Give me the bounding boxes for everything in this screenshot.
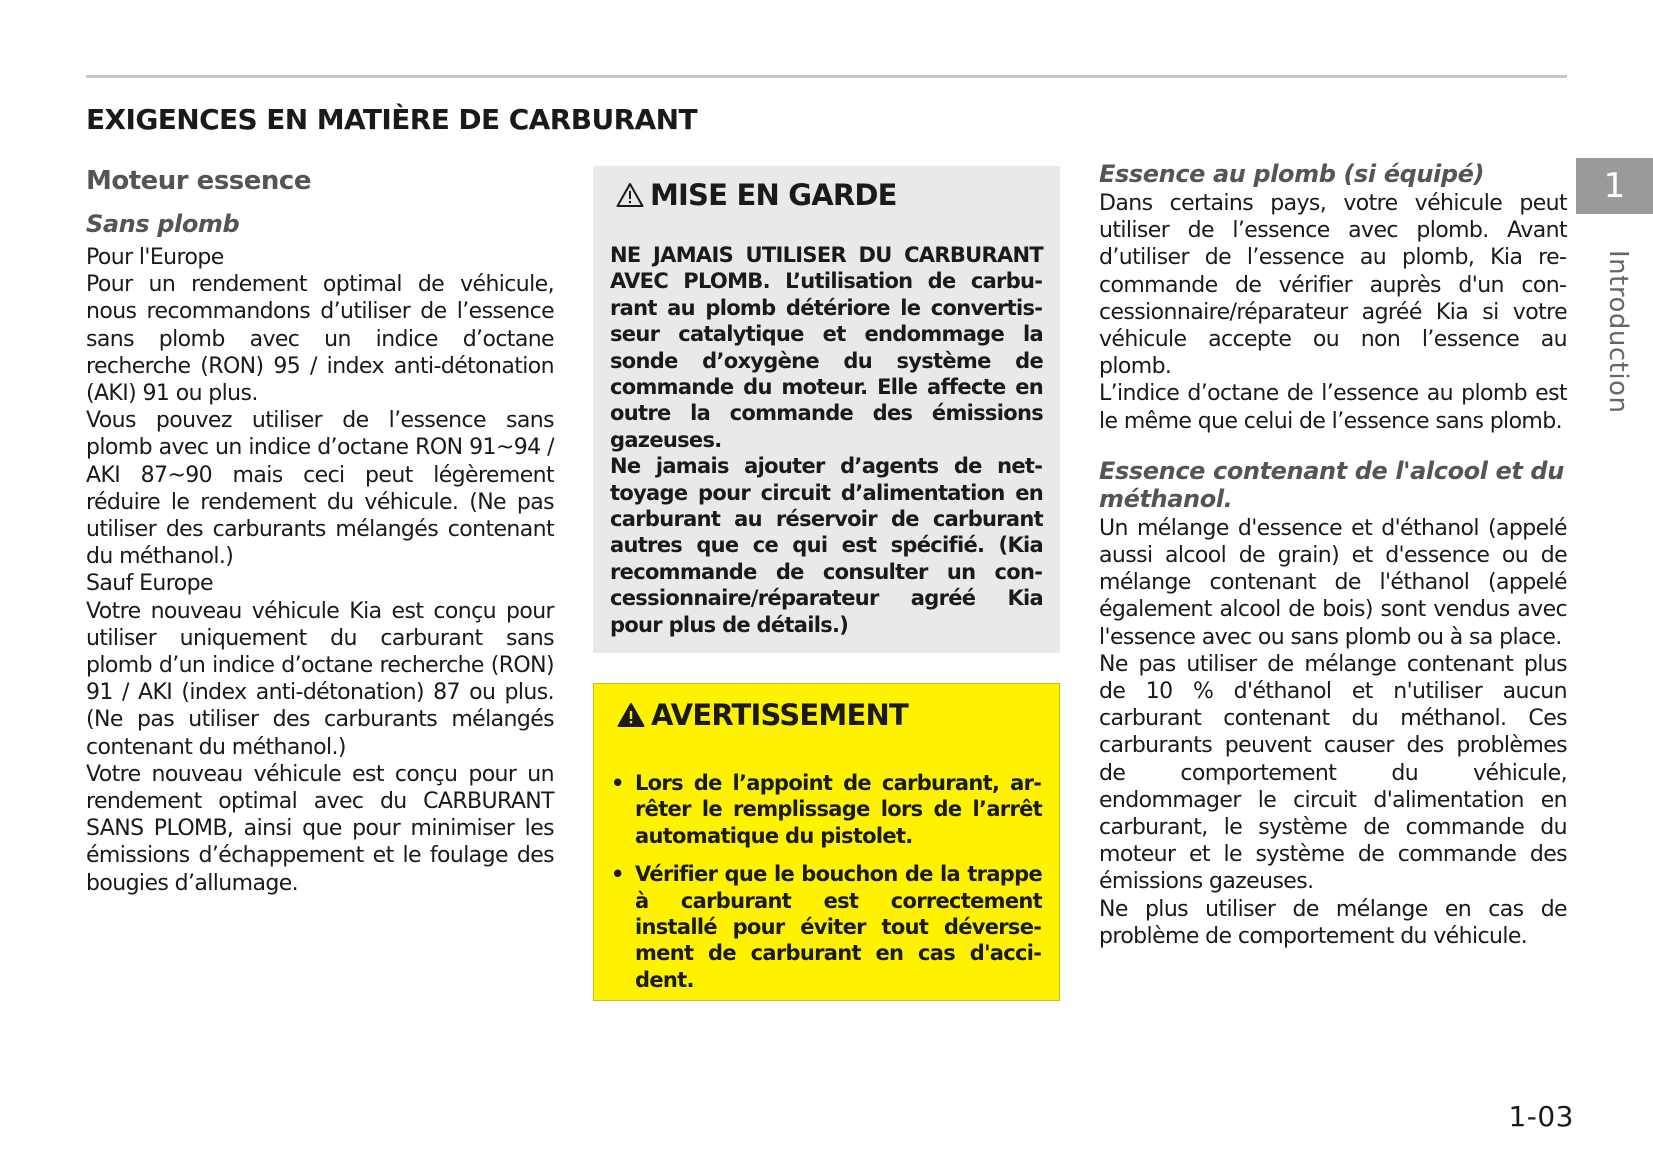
chapter-number-tab: 1: [1576, 158, 1653, 214]
warning-list-item: • Vérifier que le bouchon de la trappe à carburant est correctement installé pour éviter tout déversement de carburant en cas d'accident.: [611, 861, 1042, 993]
left-column: [86, 166, 554, 897]
page-title: EXIGENCES EN MATIÈRE DE CARBURANT: [86, 103, 697, 136]
warning-box: [593, 683, 1060, 1001]
paragraph-ethanol-blends: Un mélange d'essence et d'éthanol (appelé aussi alcool de grain) et d'essence ou de mélange contenant de l'éthanol (appelé également alcool de bois) sont vendus avec l'essence avec ou sans plomb ou à sa place.: [1099, 515, 1567, 650]
warning-list-item: • Lors de l’appoint de carburant, arrêter le remplissage lors de l’arrêt automatique du pistolet.: [611, 770, 1042, 849]
paragraph-europe-octane: Pour un rendement optimal de véhicule, nous recommandons d’utiliser de l’essence sans plomb avec un indice d’octane recherche (RON) 95 / index anti-détonation (AKI) 91 ou plus.: [86, 272, 554, 407]
paragraph-leaded-fuel-countries: Dans certains pays, votre véhicule peut utiliser de l’essence avec plomb. Avant d’utiliser de l’essence au plomb, Kia recommande de vérifier auprès d'un concessionnaire/réparateur agréé Kia si votre véhicule accepte ou non l’essence au plomb.: [1099, 191, 1567, 380]
warning-title-row: [617, 698, 1042, 732]
caution-paragraph-leaded-fuel: NE JAMAIS UTILISER DU CARBURANT AVEC PLOMB. L’utilisation de carburant au plomb détériore le convertisseur catalytique et endommage la sonde d’oxygène du système de commande du moteur. Elle affecte en outre la commande des émissions gazeuses.: [610, 243, 1043, 452]
warning-triangle-outline-icon: [616, 182, 644, 208]
subheading-leaded-fuel: Essence au plomb (si équipé): [1099, 160, 1485, 188]
warning-title: AVERTISSEMENT: [651, 698, 908, 732]
chapter-label-text: Introduction: [1603, 250, 1633, 414]
paragraph-lower-octane: Vous pouvez utiliser de l’essence sans plomb avec un indice d’octane RON 91~94 / AKI 87~90 mais ceci peut légèrement réduire le rendement du véhicule. (Ne pas utiliser des carburants mélangés contenant du méthanol.): [86, 408, 554, 570]
warning-triangle-filled-icon: [617, 702, 645, 728]
spacer: [1099, 435, 1567, 457]
caution-title: MISE EN GARDE: [650, 178, 897, 212]
caution-paragraph-cleaning-agents: Ne jamais ajouter d’agents de nettoyage pour circuit d’alimentation en carburant au réservoir de carburant autres que ce qui est spécifié. (Kia recommande de consulter un concessionnaire/réparateur agréé Kia pour plus de détails.): [610, 454, 1043, 637]
chapter-label: [1573, 250, 1653, 414]
paragraph-non-europe-octane: Votre nouveau véhicule Kia est conçu pour utiliser uniquement du carburant sans plomb d’un indice d’octane recherche (RON) 91 / AKI (index anti-détonation) 87 ou plus. (Ne pas utiliser des carburants mélangés contenant du méthanol.): [86, 598, 554, 760]
paragraph-stop-using: Ne plus utiliser de mélange en cas de problème de comportement du véhicule.: [1099, 896, 1567, 949]
right-column: [1099, 160, 1567, 950]
paragraph-unleaded-design: Votre nouveau véhicule est conçu pour un rendement optimal avec du CARBURANT SANS PLOMB, ainsi que pour minimiser les émissions d’échappement et le foulage des bougies d’allumage.: [86, 761, 554, 896]
page-number: 1-03: [1508, 1100, 1574, 1133]
paragraph-ethanol-limit: Ne pas utiliser de mélange contenant plus de 10 % d'éthanol et n'utiliser aucun carburant contenant du méthanol. Ces carburants peuvent causer des problèmes de comportement du véhicule, endommager le circuit d'alimentation en carburant, le système de commande du moteur et le système de commande des émissions gazeuses.: [1099, 651, 1567, 895]
top-divider: [86, 75, 1567, 78]
region-label-europe: Pour l'Europe: [86, 245, 224, 270]
caution-title-row: [616, 178, 1043, 212]
subheading-alcohol-methanol: Essence contenant de l'alcool et du méthanol.: [1099, 456, 1564, 513]
subheading-unleaded: Sans plomb: [86, 210, 240, 238]
section-heading-gasoline-engine: Moteur essence: [86, 166, 311, 196]
region-label-non-europe: Sauf Europe: [86, 571, 213, 597]
paragraph-leaded-octane: L’indice d’octane de l’essence au plomb est le même que celui de l’essence sans plomb.: [1099, 381, 1567, 434]
caution-box: [593, 166, 1060, 653]
warning-list: [611, 770, 1042, 993]
